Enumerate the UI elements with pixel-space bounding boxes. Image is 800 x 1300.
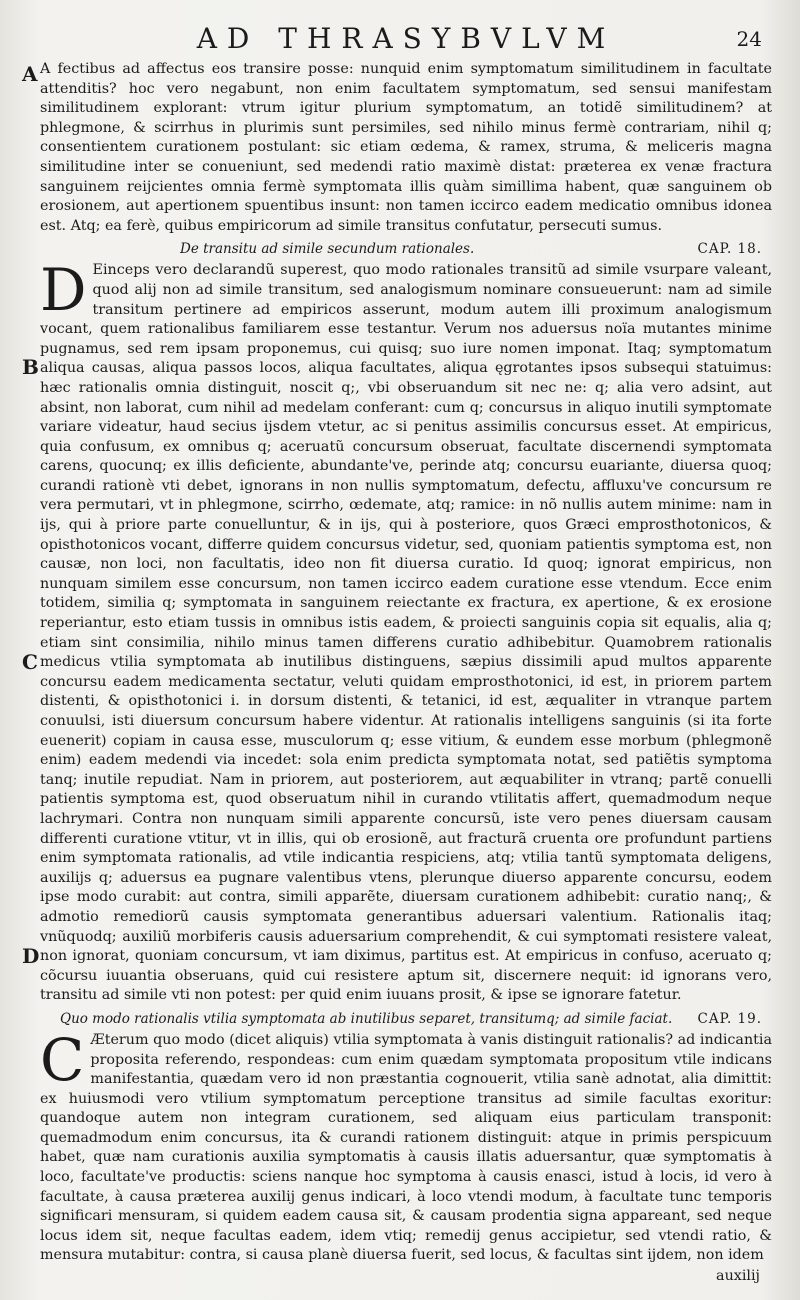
chapter-18-text: Einceps vero declarandũ superest, quo modo rationales transitũ ad simile vsurpare valeant, quod alij non ad simile transitum, sed analogismum nominare consueuerunt: nam ad simile transitum pertinere ad empiricos asserunt, modum autem illi proximum analogismum vocant, quem rationalibus familiarem esse testantur. Verum nos aduersus noïa mutantes minime pugnamus, sed rem ipsam proponemus, cui quisq; suo iure nomen imponat. Itaq; symptomatum aliqua causas, aliqua passos locos, aliqua facultates, aliqua ęgrotantes ipsos subsequi statuimus: hæc rationalis omnia distinguit, noscit q;, vbi obseruandum sit nec ne: q; alia vero adsint, aut absint, non laborat, cum nihil ad medelam conferant: cum q; concursus in aliquo inutili symptomate variare videatur, haud secius ijsdem vtetur, ac si penitus assimilis concursus esset. At empiricus, quia confusum, ex omnibus q; aceruatũ concursum obseruat, facultate discernendi symptomata carens, quocunq; ex illis deficiente, abundante've, perinde atq; concursu euariante, diuersa quoq; curandi rationè vti debet, ignorans in non nullis symptomatum, defectu, affluxu've concursum re vera permutari, vt in phlegmone, scirrho, œdemate, atq; ramice: in nõ nullis autem minime: nam in ijs, qui à priore parte conuelluntur, & in ijs, qui à posteriore, quos Græci emprosthotonicos, & opisthotonicos vocant, differre quidem concursus videtur, sed, quoniam patientis symptoma est, non causæ, non loci, non facultatis, ideo non fit diuersa curatio. Id quoq; ignorat empiricus, non nunquam similem esse concursum, non tamen iccirco eadem curatione esse vtendum. Ecce enim totidem, similia q; symptomata in sanguinem reiectante ex fractura, ex apertione, & ex erosione reperiantur, esto etiam tussis in omnibus istis eadem, & proiecti sanguinis copia sit equalis, alia q; etiam sint consimilia, nihilo minus tamen differens curatio adhibebitur. Quamobrem rationalis medicus vtilia symptomata ab inutilibus distinguens, sæpius dissimili apud multos apparente concursu eadem medicamenta sectatur, veluti quidam emprosthotonici, id est, in priorem partem distenti, & opisthotonici i. in dorsum distenti, & tetanici, id est, æqualiter in vtranque partem conuulsi, isti diuersum concursum habere videntur. At rationalis intelligens sanguinis (si ita forte euenerit) copiam in causa esse, musculorum q; esse vitium, & eundem esse morbum (phlegmonẽ enim) eadem medendi via incedet: sola enim predicta symptomata notat, sed patiẽtis symptoma tanq; inutile repudiat. Nam in priorem, aut posteriorem, aut æquabiliter in vtranq; partẽ conuelli patientis symptoma est, quod obseruatum nihil in curando vtilitatis affert, quemadmodum neque lachrymari. Contra non nunquam simili apparente concursũ, iste vero penes diuersam causam differenti curatione vtitur, vt in illis, qui ob erosionẽ, aut fracturã cruenta ore profundunt partiens enim symptomata rationalis, ad vtile indicantia respiciens, atq; vtilia tantũ symptomata deligens, auxilijs q; aduersus ea pugnare valentibus vtens, plerunque diuerso apparente concursu, eodem ipse modo curabit: aut contra, simili apparẽte, diuersam curationem adhibebit: curatio nanq;, & admotio remediorũ causis symptomata generantibus aduersari valentium. Rationalis itaq; vnũquodq; auxiliũ morbiferis causis aduersarium comprehendit, & cui symptomati resistere valeat, non ignorat, quoniam concursum, vt iam diximus, partitus est. At empiricus in confuso, aceruato q; cõcursu iuuantia obseruans, quid cui resistere aptum sit, discernere nequit: id ignorans vero, transitu ad simile vti non potest: per quid enim iuuans prosit, & ipse se ignorare fatetur. (40, 262, 772, 1004)
chapter-18-paragraph (40, 256, 772, 1006)
page-number: 24 (736, 27, 762, 51)
catchword: auxilij (716, 1268, 760, 1285)
chapter-19-paragraph (40, 1025, 772, 1266)
margin-letter-c: C (22, 650, 38, 674)
chapter-title: De transitu ad simile secundum rationales. (180, 241, 475, 258)
drop-cap: D (40, 256, 87, 325)
chapter-heading-19 (40, 1010, 772, 1029)
body-text (40, 60, 772, 1266)
drop-cap: C (40, 1025, 85, 1094)
chapter-number: CAP. 19. (697, 1010, 762, 1027)
paragraph-continuation: A fectibus ad affectus eos transire posse: nunquid enim symptomatum similitudinem in facultate attenditis? hoc vero negabunt, non enim facultatem symptomatum, sed sensui manifestam similitudinem explorant: vtrum igitur plurium symptomatum, an totidẽ similitudinem? at phlegmone, & scirrhus in plurimis sunt persimiles, sed nihilo minus fermè contrariam, nihil q; consentientem curationem postulant: sic etiam œdema, & ramex, struma, & meliceris magna similitudine inter se conueniunt, sed medendi ratio maximè distat: præterea ex venæ fractura sanguinem reijcientes omnia fermè symptomata illis quàm simillima habent, quæ sanguinem ob erosionem, aut apertionem spuentibus insunt: non tamen iccirco eadem medicatio omnibus idonea est. Atq; ea ferè, quibus empiricorum ad simile transitus confutatur, persecuti sumus. (40, 61, 772, 234)
chapter-number: CAP. 18. (697, 241, 762, 258)
margin-letter-a: A (22, 62, 38, 86)
margin-letter-b: B (22, 355, 39, 379)
chapter-title: Quo modo rationalis vtilia symptomata ab inutilibus separet, transitumq; ad simile faciat. (60, 1010, 673, 1027)
chapter-heading-18 (40, 240, 772, 259)
margin-letter-d: D (22, 944, 40, 968)
chapter-19-text: Æterum quo modo (dicet aliquis) vtilia symptomata à vanis distinguit rationalis? ad indicantia proposita referendo, respondeas: cum enim quædam symptomata propositum vtile indicans manifestantia, quædam vero id non præstantia cognouerit, vtilia sanè adnotat, alia dimittit: ex huiusmodi vero vtilium symptomatum perceptione transitus ad simile facultas exoritur: quandoque autem non integram curationem, sed aliquam eius particulam transponit: quemadmodum enim concursus, ita & curandi rationem distinguit: atque in primis perspicuum habet, quæ nam curationis auxilia symptomatis à causis illatis aduersantur, quæ symptomatis à loco, facultate've productis: sciens nanque hoc symptoma à causis enasci, istud à locis, id vero à facultate, à causa præterea auxilij genus indicari, à loco vtendi modum, à facultate tunc temporis significari mensuram, si quidem eadem causa sit, & causam prodentia signa appareant, sed neque locus idem sit, neque facultas eadem, idem vtiq; remedij genus accipietur, sed vtendi ratio, & mensura mutabitur: contra, si causa planè diuersa fuerit, sed locus, & facultas sint ijdem, non idem (40, 1031, 772, 1264)
running-title: AD THRASYBVLVM (196, 22, 616, 55)
running-head (40, 18, 772, 60)
